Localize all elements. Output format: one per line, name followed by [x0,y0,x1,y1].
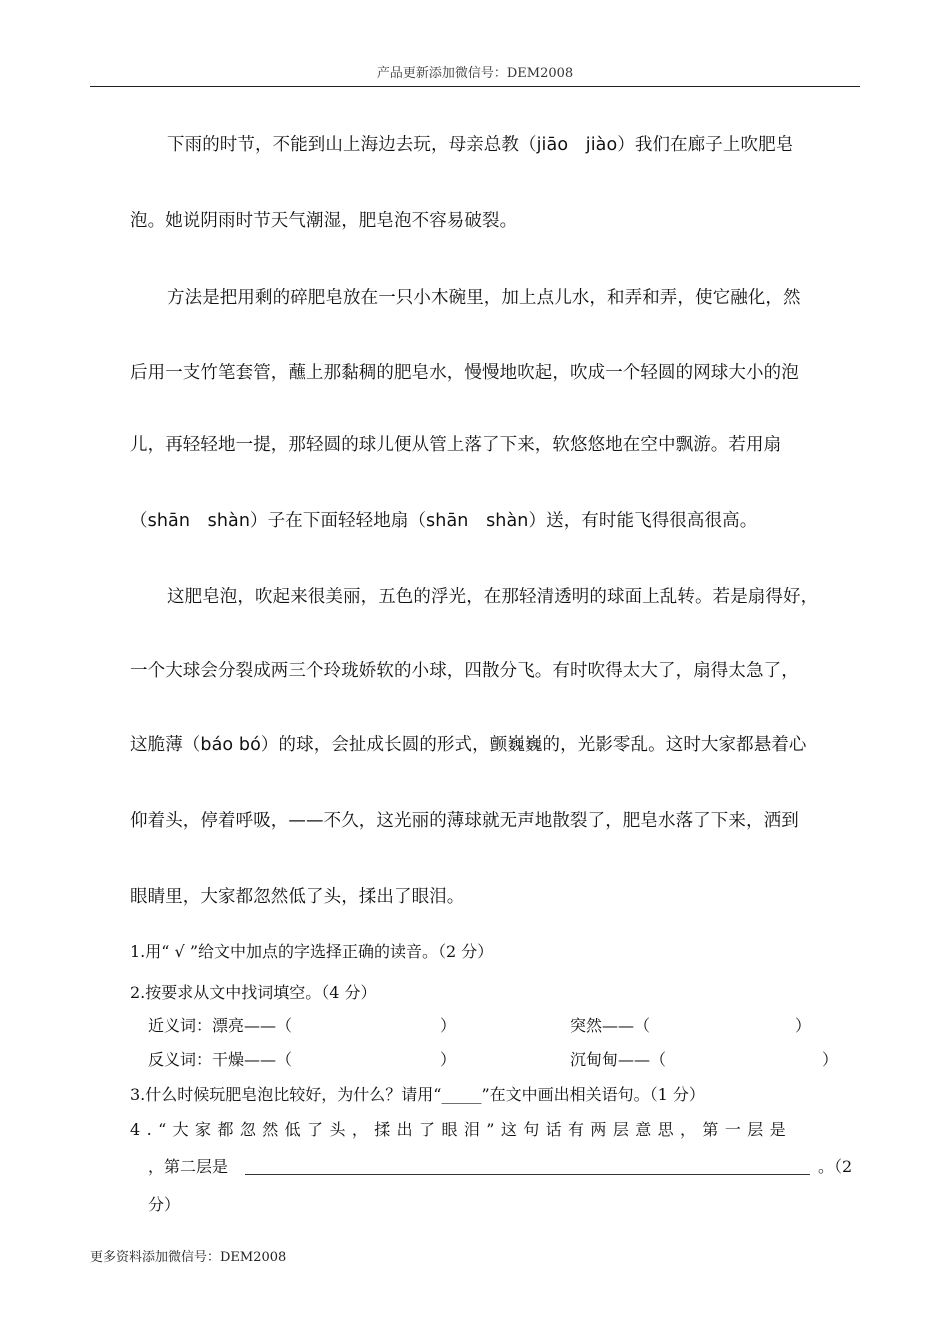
passage-line: 方法是把用剩的碎肥皂放在一只小木碗里，加上点儿水，和弄和弄，使它融化，然 [167,288,801,308]
question-4-line-2a: ，第二层是 [148,1157,229,1176]
antonym-heavy-close: ） [822,1050,839,1069]
question-2: 2.按要求从文中找词填空。（4 分） [130,983,377,1002]
passage-line: 下雨的时节，不能到山上海边去玩，母亲总教（jiāo jiào）我们在廊子上吹肥皂 [167,135,794,155]
synonym-sudden-label: 突然——（ [570,1016,651,1035]
question-4-line-3: 分） [148,1195,181,1214]
synonym-sudden-close: ） [795,1016,812,1035]
passage-line: 后用一支竹笔套管，蘸上那黏稠的肥皂水，慢慢地吹起，吹成一个轻圆的网球大小的泡 [130,363,799,383]
passage-line: 儿，再轻轻地一提，那轻圆的球儿便从管上落了下来，软悠悠地在空中飘游。若用扇 [130,435,782,455]
passage-line: 这脆薄（báo bó）的球，会扯成长圆的形式，颤巍巍的，光影零乱。这时大家都悬着心 [130,735,807,755]
question-4-line-1: 4.“大家都忽然低了头，揉出了眼泪”这句话有两层意思，第一层是 [130,1120,793,1139]
passage-line: 泡。她说阴雨时节天气潮湿，肥皂泡不容易破裂。 [130,211,518,231]
answer-blank-line [245,1174,810,1175]
question-3: 3.什么时候玩肥皂泡比较好，为什么？请用“_____”在文中画出相关语句。（1 分） [130,1085,705,1104]
antonym-heavy-label: 沉甸甸——（ [570,1050,667,1069]
synonym-beautiful-close: ） [440,1016,457,1035]
passage-line: 这肥皂泡，吹起来很美丽，五色的浮光，在那轻清透明的球面上乱转。若是扇得好， [167,587,819,607]
footer-text: 更多资料添加微信号：DEM2008 [90,1250,287,1265]
passage-line: 仰着头，停着呼吸，——不久，这光丽的薄球就无声地散裂了，肥皂水落了下来，洒到 [130,811,799,831]
page-footer [90,1246,286,1265]
question-4-line-2b: 。（2 [818,1157,853,1176]
page-header [90,64,860,87]
antonym-dry-label: 反义词：干燥——（ [148,1050,293,1069]
question-1: 1.用“ √ ”给文中加点的字选择正确的读音。（2 分） [130,942,494,961]
synonym-beautiful-label: 近义词：漂亮——（ [148,1016,293,1035]
header-text: 产品更新添加微信号：DEM2008 [376,66,574,81]
passage-line: 眼睛里，大家都忽然低了头，揉出了眼泪。 [130,887,465,907]
antonym-dry-close: ） [440,1050,457,1069]
passage-line: 一个大球会分裂成两三个玲珑娇软的小球，四散分飞。有时吹得太大了，扇得太急了， [130,661,799,681]
passage-line: （shān shàn）子在下面轻轻地扇（shān shàn）送，有时能飞得很高很高。 [130,511,758,531]
